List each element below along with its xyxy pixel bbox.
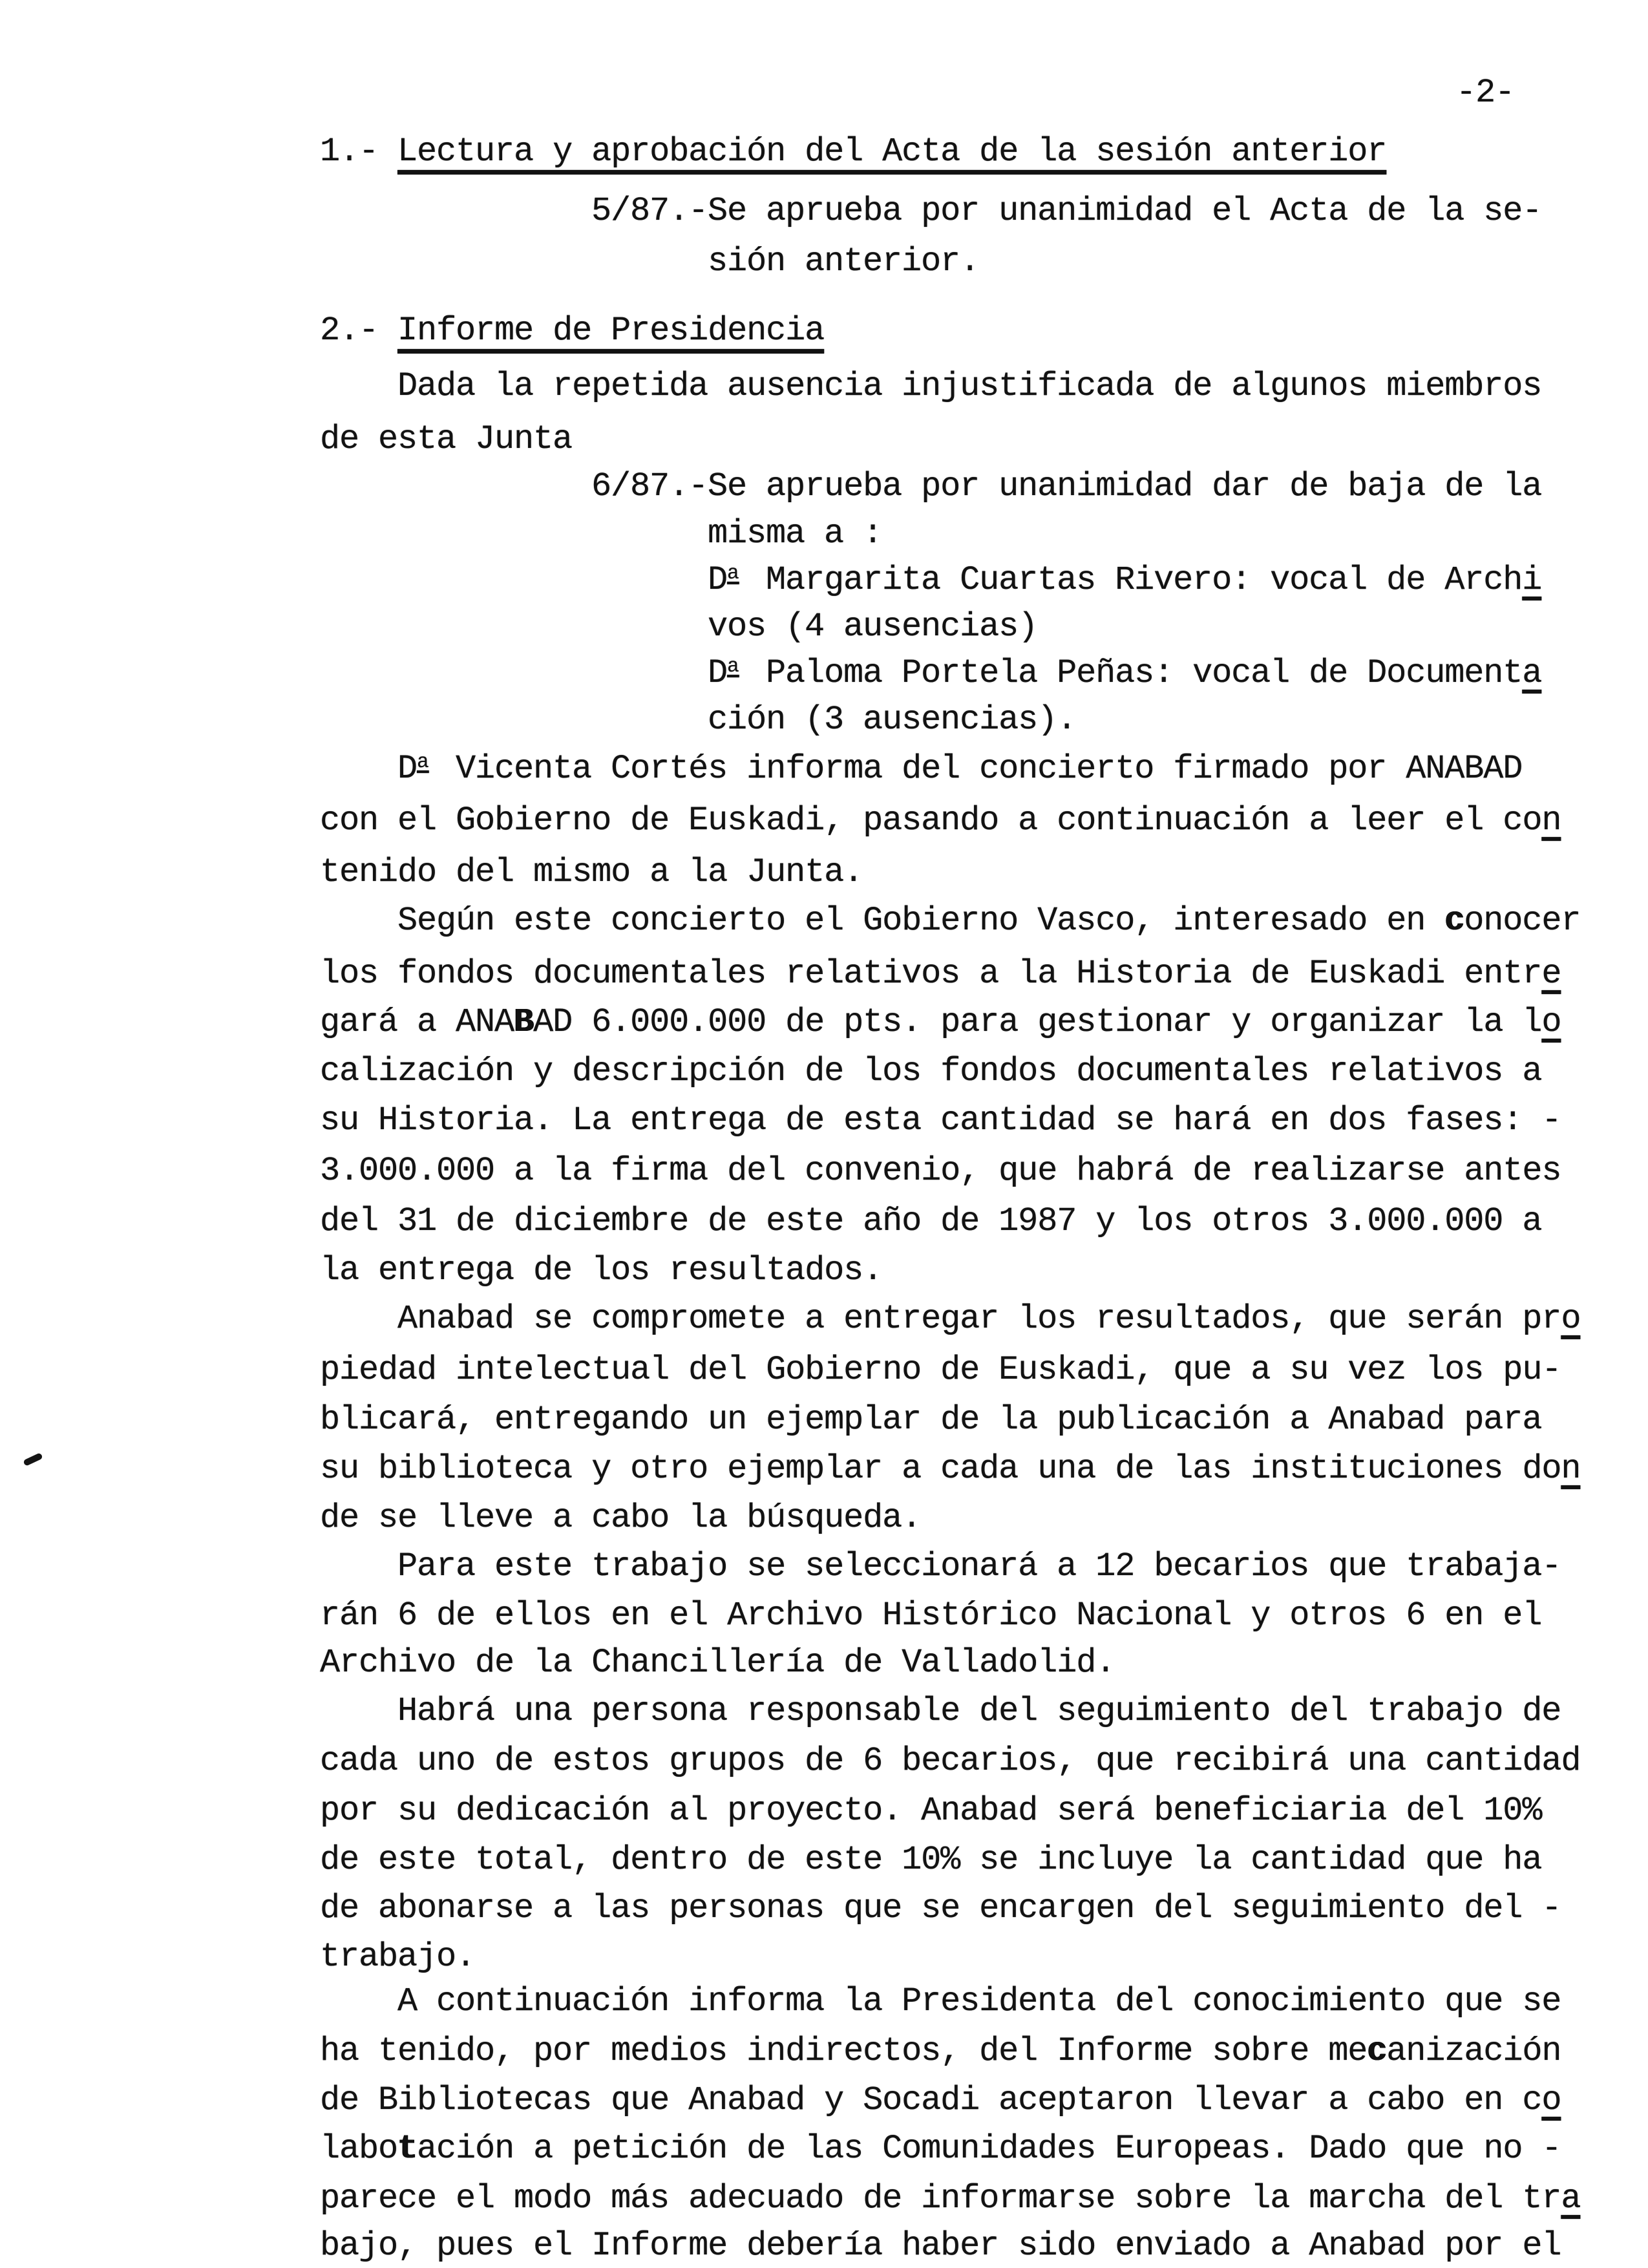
text-segment: AD 6.000.000 de pts. para gestionar y organizar la l bbox=[533, 1003, 1542, 1041]
document-line bbox=[320, 1403, 1541, 1437]
document-line bbox=[320, 420, 573, 458]
text-segment: su biblioteca y otro ejemplar a cada una de las instituciones do bbox=[320, 1450, 1561, 1488]
page-number: -2- bbox=[1456, 74, 1515, 112]
text-segment: parece el modo más adecuado de informarse sobre la marcha del tr bbox=[320, 2179, 1561, 2218]
text-segment: Dada la repetida ausencia injustificada de algunos miembros bbox=[397, 367, 1542, 405]
document-line bbox=[320, 1003, 1561, 1041]
document-line bbox=[591, 467, 1542, 505]
text-segment: 6/87.-Se aprueba por unanimidad dar de baja de la bbox=[591, 467, 1542, 505]
text-segment: los fondos documentales relativos a la Historia de Euskadi entr bbox=[320, 955, 1542, 993]
text-segment: misma a : bbox=[708, 514, 883, 553]
text-segment: la entrega de los resultados. bbox=[320, 1251, 883, 1289]
text-segment: de se lleve a cabo la búsqueda. bbox=[320, 1499, 922, 1537]
document-line bbox=[591, 192, 1542, 230]
continuation-underline-text: o bbox=[1541, 2081, 1561, 2119]
document-line bbox=[397, 750, 1523, 789]
document-line bbox=[397, 1692, 1561, 1730]
continuation-underline-text: o bbox=[1561, 1300, 1581, 1338]
document-line bbox=[708, 703, 1076, 737]
margin-ink-mark bbox=[23, 1452, 43, 1467]
text-segment: Habrá una persona responsable del seguimiento del trabajo de bbox=[397, 1692, 1561, 1730]
document-line bbox=[397, 1547, 1561, 1585]
text-segment: de este total, dentro de este 10% se incluye la cantidad que ha bbox=[320, 1841, 1542, 1879]
text-segment: bajo, pues el Informe debería haber sido enviado a Anabad por el bbox=[320, 2227, 1561, 2265]
text-segment: Para este trabajo se seleccionará a 12 becarios que trabaja- bbox=[397, 1547, 1561, 1585]
overstruck-character: B bbox=[514, 1003, 534, 1041]
document-line bbox=[320, 314, 824, 348]
section-heading-text: Lectura y aprobación del Acta de la sesión anterior bbox=[397, 132, 1387, 171]
text-segment: con el Gobierno de Euskadi, pasando a continuación a leer el co bbox=[320, 801, 1542, 840]
text-segment: Según este concierto el Gobierno Vasco, interesado en bbox=[397, 902, 1445, 940]
text-segment: gará a ANA bbox=[320, 1003, 514, 1041]
document-line bbox=[708, 514, 883, 553]
text-segment: Da Margarita Cuartas Rivero: vocal de Arch bbox=[708, 561, 1523, 600]
text-segment: tenido del mismo a la Junta. bbox=[320, 853, 863, 891]
text-segment: su Historia. La entrega de esta cantidad se hará en dos fases: - bbox=[320, 1101, 1561, 1139]
document-line bbox=[708, 610, 1037, 644]
document-line bbox=[320, 1940, 475, 1974]
document-line bbox=[320, 1251, 883, 1289]
ordinal-a: a bbox=[417, 751, 429, 774]
document-line bbox=[320, 957, 1561, 991]
section-heading-text: Informe de Presidencia bbox=[397, 312, 825, 350]
text-segment: anización bbox=[1386, 2032, 1561, 2070]
text-segment: trabajo. bbox=[320, 1938, 476, 1976]
overstruck-character: c bbox=[1367, 2032, 1387, 2070]
continuation-underline-text: o bbox=[1541, 1003, 1561, 1041]
text-segment: calización y descripción de los fondos documentales relativos a bbox=[320, 1052, 1542, 1090]
ordinal-a: a bbox=[727, 562, 739, 585]
text-segment: labo bbox=[320, 2130, 398, 2168]
document-line bbox=[397, 904, 1580, 938]
document-line bbox=[320, 1202, 1542, 1240]
document-line bbox=[320, 853, 863, 891]
document-line bbox=[320, 1596, 1542, 1635]
text-segment: Da Vicenta Cortés informa del concierto firmado por ANABAD bbox=[397, 750, 1523, 789]
text-segment: piedad intelectual del Gobierno de Euskadi, que a su vez los pu- bbox=[320, 1351, 1561, 1389]
continuation-underline-text: a bbox=[1561, 2179, 1581, 2218]
document-line bbox=[397, 367, 1542, 405]
document-line bbox=[708, 654, 1542, 693]
continuation-underline-text: a bbox=[1522, 654, 1542, 693]
continuation-underline-text: n bbox=[1541, 801, 1561, 840]
document-line bbox=[320, 2179, 1581, 2218]
text-segment: Anabad se compromete a entregar los resultados, que serán pr bbox=[397, 1300, 1561, 1338]
document-line bbox=[320, 1353, 1561, 1387]
document-line bbox=[320, 132, 1387, 171]
document-line bbox=[320, 2229, 1561, 2263]
text-segment: 5/87.-Se aprueba por unanimidad el Acta de la se- bbox=[591, 192, 1542, 230]
document-line bbox=[320, 1794, 1541, 1828]
document-line bbox=[320, 2081, 1561, 2119]
document-line bbox=[397, 1302, 1580, 1336]
continuation-underline-text: i bbox=[1522, 561, 1542, 600]
text-segment: de Bibliotecas que Anabad y Socadi aceptaron llevar a cabo en c bbox=[320, 2081, 1542, 2119]
text-segment: Archivo de la Chancillería de Valladolid. bbox=[320, 1644, 1115, 1682]
document-line bbox=[320, 2132, 1561, 2166]
text-segment: onocer bbox=[1464, 902, 1581, 940]
text-segment: ha tenido, por medios indirectos, del Informe sobre me bbox=[320, 2032, 1368, 2070]
document-line bbox=[320, 1501, 921, 1535]
text-segment: ación a petición de las Comunidades Europeas. Dado que no - bbox=[417, 2130, 1561, 2168]
text-segment: de esta Junta bbox=[320, 420, 573, 458]
text-segment: rán 6 de ellos en el Archivo Histórico Nacional y otros 6 en el bbox=[320, 1596, 1542, 1635]
text-segment: vos (4 ausencias) bbox=[708, 608, 1038, 646]
document-line bbox=[397, 1982, 1561, 2020]
text-segment: ción (3 ausencias). bbox=[708, 701, 1077, 739]
text-segment: Da Paloma Portela Peñas: vocal de Document bbox=[708, 654, 1523, 693]
text-segment: por su dedicación al proyecto. Anabad será beneficiaria del 10% bbox=[320, 1792, 1542, 1830]
ordinal-a: a bbox=[727, 655, 739, 678]
document-line bbox=[320, 2032, 1561, 2070]
continuation-underline-text: e bbox=[1541, 955, 1561, 993]
text-segment: 2.- bbox=[320, 312, 398, 350]
overstruck-character: c bbox=[1444, 902, 1464, 940]
text-segment: de abonarse a las personas que se encargen del seguimiento del - bbox=[320, 1889, 1561, 1927]
continuation-underline-text: n bbox=[1561, 1450, 1581, 1488]
document-line bbox=[320, 1744, 1580, 1778]
text-segment: del 31 de diciembre de este año de 1987 y los otros 3.000.000 a bbox=[320, 1202, 1542, 1240]
document-line bbox=[708, 242, 980, 281]
document-line bbox=[320, 1101, 1561, 1139]
text-segment: cada uno de estos grupos de 6 becarios, que recibirá una cantidad bbox=[320, 1742, 1581, 1780]
text-segment: 1.- bbox=[320, 132, 398, 171]
document-line bbox=[320, 1646, 1115, 1680]
document-line bbox=[708, 561, 1542, 600]
text-segment: 3.000.000 a la firma del convenio, que habrá de realizarse antes bbox=[320, 1152, 1561, 1190]
text-segment: blicará, entregando un ejemplar de la publicación a Anabad para bbox=[320, 1401, 1542, 1439]
document-line bbox=[320, 801, 1561, 840]
text-segment: sión anterior. bbox=[708, 242, 980, 281]
document-line bbox=[320, 1843, 1541, 1877]
text-segment: A continuación informa la Presidenta del conocimiento que se bbox=[397, 1982, 1561, 2020]
document-line bbox=[320, 1452, 1580, 1486]
overstruck-character: t bbox=[397, 2130, 417, 2168]
document-line bbox=[320, 1154, 1561, 1188]
document-line bbox=[320, 1052, 1542, 1090]
document-line bbox=[320, 1889, 1561, 1927]
